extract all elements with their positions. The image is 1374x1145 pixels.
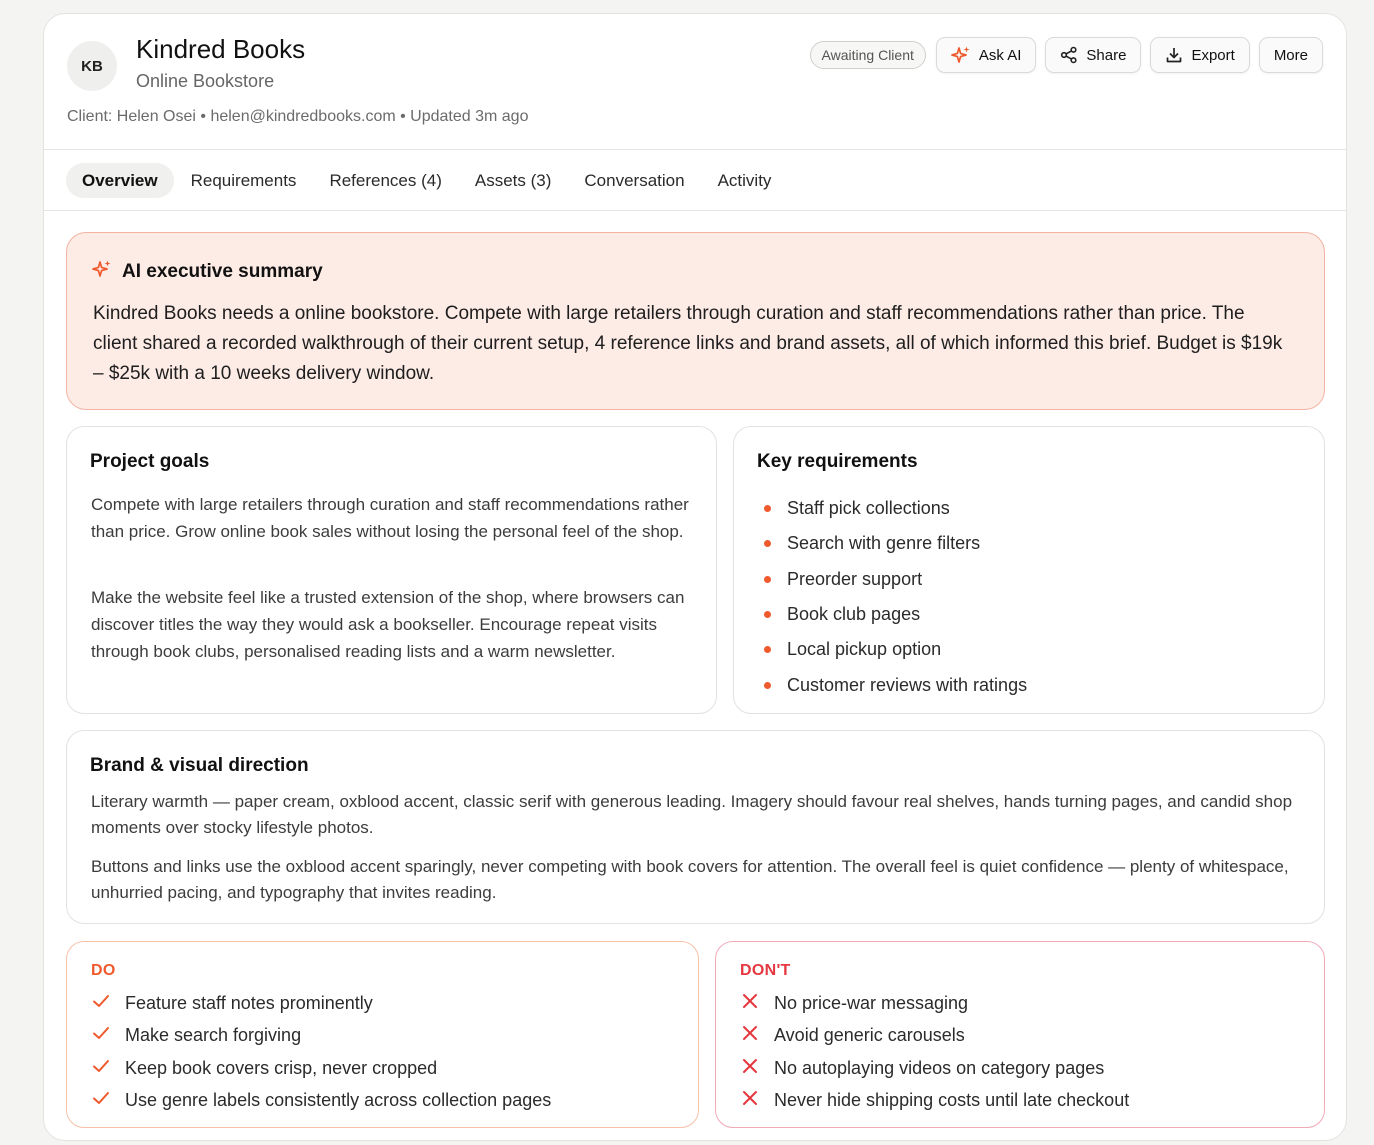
bullet-icon	[764, 646, 771, 653]
dont-label: DON'T	[740, 962, 791, 979]
project-goals-panel	[66, 426, 717, 714]
more-button[interactable]	[1259, 37, 1323, 73]
header-actions	[810, 37, 1323, 73]
requirement-label: Preorder support	[787, 568, 923, 589]
requirement-label: Customer reviews with ratings	[787, 674, 1028, 695]
brand-direction-paragraph: Literary warmth — paper cream, oxblood accent, classic serif with generous leading. Imagery should favour real shelves, hands turning pages, and candid shop moments over stocky lifestyle photos.	[91, 792, 1293, 837]
do-item-label: Use genre labels consistently across collection pages	[125, 1090, 552, 1111]
ai-summary-heading: AI executive summary	[122, 260, 323, 282]
tab-activity[interactable]: Activity	[717, 170, 772, 190]
check-icon	[91, 1056, 111, 1081]
check-icon	[91, 1023, 111, 1048]
list-item	[91, 1020, 551, 1053]
bullet-icon	[764, 682, 771, 689]
do-item-label: Feature staff notes prominently	[125, 992, 373, 1013]
page-subtitle: Online Bookstore	[136, 71, 275, 91]
project-goals-paragraph: Compete with large retailers through curation and staff recommendations rather than price. Grow online book sales without losing the personal feel of the shop.	[91, 495, 689, 541]
list-item	[764, 526, 1027, 561]
requirement-label: Local pickup option	[787, 639, 942, 660]
tabs-divider	[44, 210, 1346, 211]
list-item	[764, 491, 1027, 526]
avatar: KB	[67, 41, 117, 91]
tab-assets[interactable]: Assets (3)	[474, 170, 552, 190]
dont-item-label: Avoid generic carousels	[774, 1025, 965, 1046]
export-button[interactable]	[1150, 37, 1249, 73]
close-icon	[740, 1088, 760, 1113]
ai-summary-text: Kindred Books needs a online bookstore. Compete with large retailers through curation and staff recommendations rather than price. The client shared a recorded walkthrough of their current setup, 4 reference links and brand assets, all of which informed this brief. Budget is $19k – $25k with a 10 weeks delivery window.	[93, 303, 1283, 384]
dont-item-label: No price-war messaging	[774, 992, 969, 1013]
do-item-label: Make search forgiving	[125, 1025, 302, 1046]
ask-ai-label: Ask AI	[978, 46, 1022, 64]
list-item	[740, 1085, 1129, 1118]
dont-item-label: No autoplaying videos on category pages	[774, 1057, 1105, 1078]
close-icon	[740, 1023, 760, 1048]
do-item-label: Keep book covers crisp, never cropped	[125, 1057, 438, 1078]
share-label: Share	[1086, 46, 1127, 64]
list-item	[764, 597, 1027, 632]
key-requirements-heading: Key requirements	[757, 451, 918, 472]
list-item	[740, 1052, 1129, 1085]
brief-card	[43, 13, 1347, 1141]
list-item	[764, 562, 1027, 597]
do-list	[91, 987, 551, 1117]
status-badge: Awaiting Client	[810, 41, 926, 69]
list-item	[740, 1020, 1129, 1053]
do-panel	[66, 941, 699, 1128]
requirement-label: Book club pages	[787, 604, 921, 625]
bullet-icon	[764, 611, 771, 618]
requirements-list	[764, 491, 1027, 703]
dont-list	[740, 987, 1129, 1117]
share-button[interactable]	[1045, 37, 1141, 73]
brand-direction-paragraph: Buttons and links use the oxblood accent sparingly, never competing with book covers for attention. The overall feel is quiet confidence — plenty of whitespace, unhurried pacing, and typography that invites reading.	[91, 857, 1289, 902]
list-item	[764, 632, 1027, 667]
more-label: More	[1273, 46, 1308, 64]
export-label: Export	[1191, 46, 1235, 64]
bullet-icon	[764, 576, 771, 583]
download-icon	[1165, 46, 1183, 64]
project-goals-heading: Project goals	[90, 451, 210, 472]
close-icon	[740, 1056, 760, 1081]
page-title: Kindred Books	[136, 34, 306, 64]
project-goals-paragraph: Make the website feel like a trusted extension of the shop, where browsers can discover titles the way they would ask a bookseller. Encourage repeat visits through book clubs, personalised reading lists and a warm newsletter.	[91, 588, 685, 661]
list-item	[740, 987, 1129, 1020]
tab-requirements[interactable]: Requirements	[190, 170, 297, 190]
ask-ai-button[interactable]	[936, 37, 1037, 73]
ai-summary-panel	[66, 232, 1325, 410]
sparkle-icon	[951, 45, 971, 65]
client-meta: Client: Helen Osei • helen@kindredbooks.com • Updated 3m ago	[67, 108, 529, 125]
share-icon	[1060, 46, 1078, 64]
header-divider	[44, 149, 1346, 150]
tab-conversation[interactable]: Conversation	[584, 170, 685, 190]
tab-bar	[66, 163, 788, 198]
brand-direction-panel	[66, 730, 1325, 924]
list-item	[764, 667, 1027, 702]
requirement-label: Staff pick collections	[787, 498, 950, 519]
check-icon	[91, 1088, 111, 1113]
list-item	[91, 987, 551, 1020]
sparkle-icon	[92, 259, 112, 284]
tab-overview[interactable]: Overview	[66, 163, 174, 198]
tab-references[interactable]: References (4)	[329, 170, 442, 190]
requirement-label: Search with genre filters	[787, 533, 981, 554]
close-icon	[740, 991, 760, 1016]
key-requirements-panel	[733, 426, 1325, 714]
bullet-icon	[764, 505, 771, 512]
list-item	[91, 1052, 551, 1085]
dont-item-label: Never hide shipping costs until late checkout	[774, 1090, 1130, 1111]
check-icon	[91, 991, 111, 1016]
ai-summary-header	[92, 259, 323, 284]
list-item	[91, 1085, 551, 1118]
bullet-icon	[764, 540, 771, 547]
brand-direction-heading: Brand & visual direction	[90, 755, 309, 776]
dont-panel	[715, 941, 1325, 1128]
do-label: DO	[91, 962, 116, 979]
